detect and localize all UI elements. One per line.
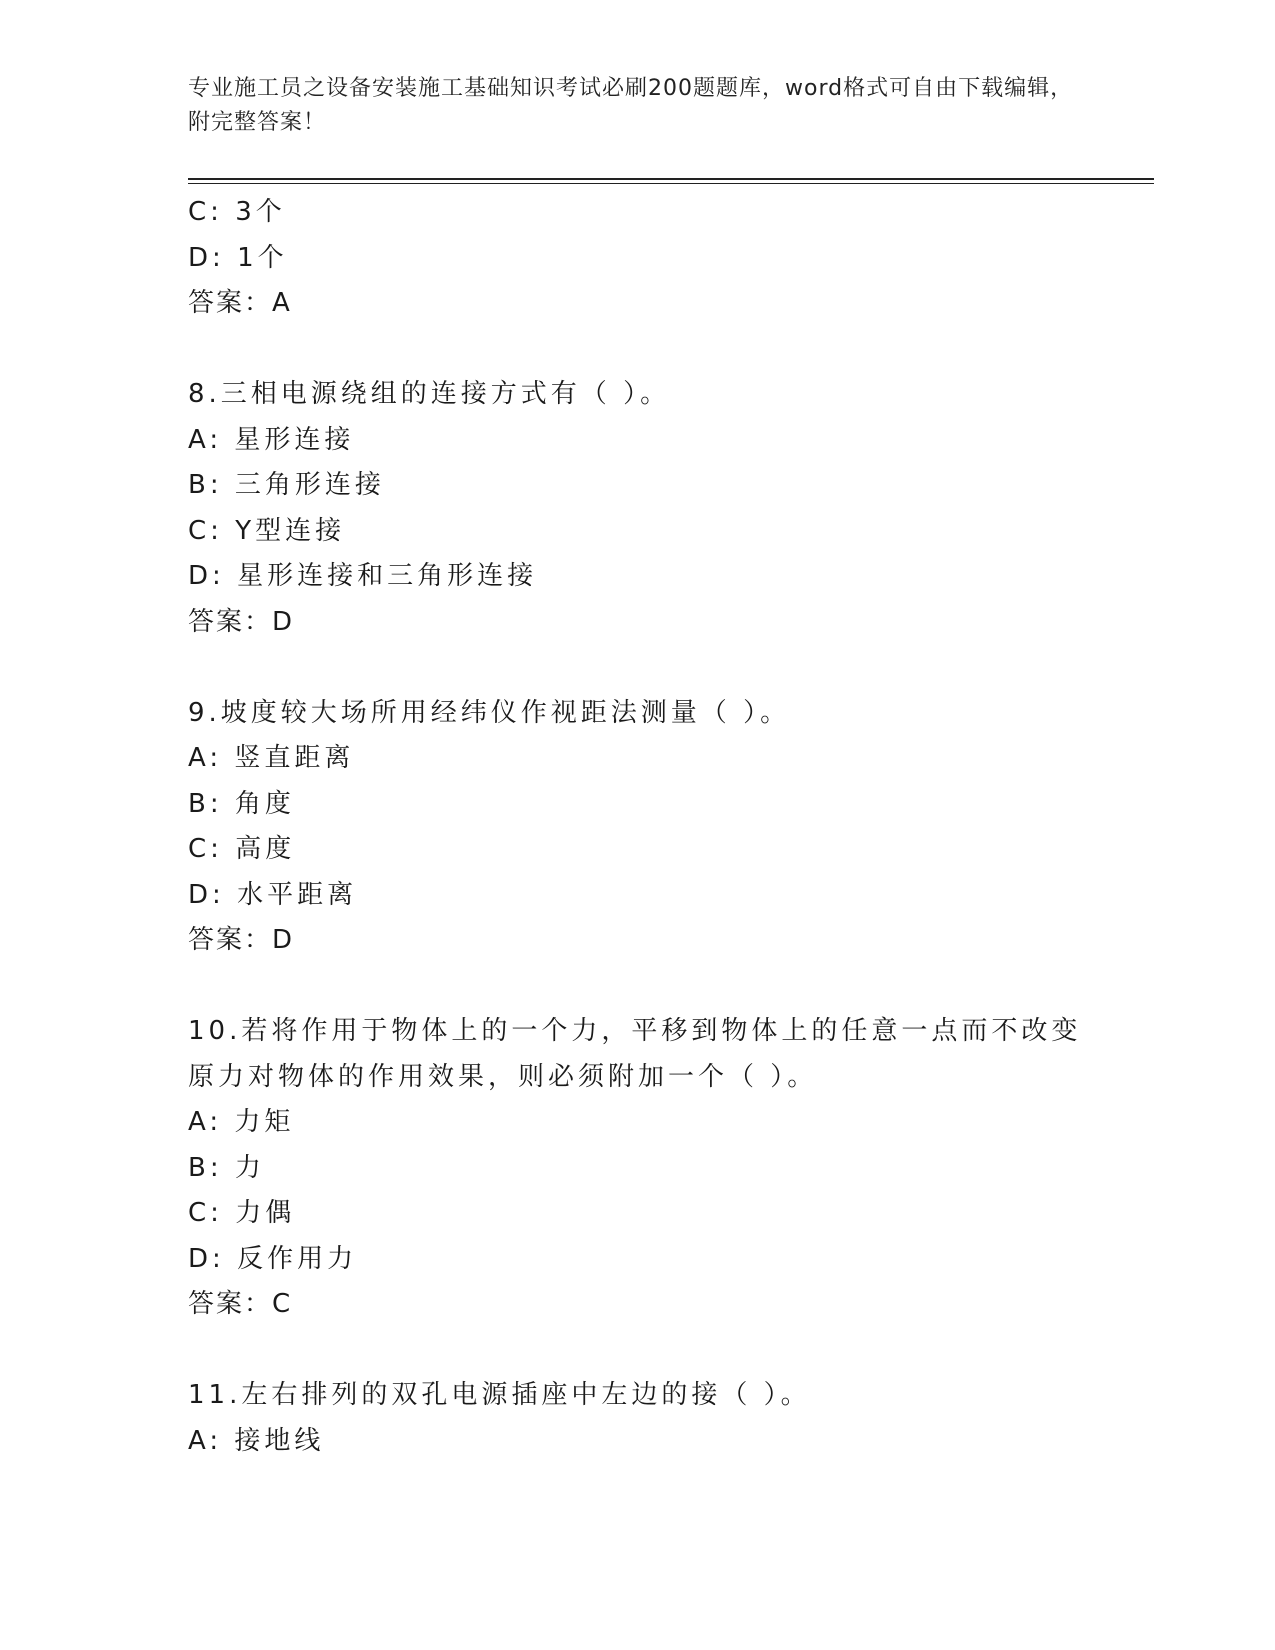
question-10 xyxy=(188,1009,1088,1328)
header-divider-thick xyxy=(188,178,1154,180)
option-label: B xyxy=(188,788,210,819)
option-separator: : xyxy=(209,470,223,500)
option-text: 接地线 xyxy=(234,1425,325,1456)
option-text: 1个 xyxy=(237,242,288,273)
option-text: 星形连接和三角形连接 xyxy=(237,561,538,591)
question-stem: 11.左右排列的双孔电源插座中左边的接（ ）。 xyxy=(188,1380,811,1410)
document-body xyxy=(188,190,1088,1464)
option-text: 反作用力 xyxy=(237,1243,358,1274)
option-separator: : xyxy=(210,1198,223,1228)
option-label: C xyxy=(188,1198,211,1228)
option-separator: : xyxy=(212,879,225,910)
option-d xyxy=(188,236,1088,282)
answer-line: 答案：C xyxy=(188,1289,293,1319)
answer-line: 答案：D xyxy=(188,925,295,955)
option-a xyxy=(188,1100,1088,1146)
option-text: 三角形连接 xyxy=(234,470,385,500)
document-header-title: 专业施工员之设备安装施工基础知识考试必刷200题题库，word格式可自由下载编辑，附完整答案！ xyxy=(188,76,1074,135)
option-label: C xyxy=(188,834,211,864)
option-c xyxy=(188,190,1088,236)
option-separator: : xyxy=(209,424,223,455)
option-a xyxy=(188,418,1088,464)
option-label: D xyxy=(188,561,213,591)
option-text: 水平距离 xyxy=(237,879,358,910)
option-c xyxy=(188,509,1088,555)
spacer xyxy=(188,1328,1088,1374)
option-label: A xyxy=(188,1425,210,1456)
option-label: A xyxy=(188,1107,210,1137)
option-text: 高度 xyxy=(235,834,296,864)
option-d xyxy=(188,873,1088,919)
option-separator: : xyxy=(212,1243,225,1274)
option-separator: : xyxy=(212,561,225,591)
option-text: 力偶 xyxy=(235,1198,296,1228)
question-stem: 9.坡度较大场所用经纬仪作视距法测量（ ）。 xyxy=(188,697,791,728)
option-label: B xyxy=(188,470,210,500)
option-separator: : xyxy=(212,242,225,273)
option-c xyxy=(188,827,1088,873)
option-text: 力 xyxy=(234,1152,265,1183)
option-separator: : xyxy=(209,788,223,819)
option-c xyxy=(188,1191,1088,1237)
option-label: D xyxy=(188,242,213,273)
question-9 xyxy=(188,691,1088,964)
option-label: A xyxy=(188,424,210,455)
option-d xyxy=(188,1237,1088,1283)
option-a xyxy=(188,1419,1088,1465)
option-b xyxy=(188,463,1088,509)
answer-line: 答案：D xyxy=(188,606,295,637)
spacer xyxy=(188,964,1088,1010)
question-stem: 10.若将作用于物体上的一个力，平移到物体上的任意一点而不改变原力对物体的作用效果，则必须附加一个（ ）。 xyxy=(188,1016,1082,1092)
option-a xyxy=(188,736,1088,782)
option-text: 星形连接 xyxy=(234,424,355,455)
option-text: 3个 xyxy=(235,197,286,227)
option-b xyxy=(188,1146,1088,1192)
option-text: 竖直距离 xyxy=(234,743,355,773)
header-divider-thin xyxy=(188,183,1154,184)
option-separator: : xyxy=(209,743,223,773)
option-separator: : xyxy=(209,1107,223,1137)
option-label: C xyxy=(188,515,211,546)
option-label: B xyxy=(188,1152,210,1183)
option-text: Y型连接 xyxy=(235,515,346,546)
question-8 xyxy=(188,372,1088,645)
option-separator: : xyxy=(209,1425,223,1456)
option-separator: : xyxy=(209,1152,223,1183)
option-separator: : xyxy=(210,834,223,864)
question-11 xyxy=(188,1373,1088,1464)
option-separator: : xyxy=(210,197,223,227)
option-label: D xyxy=(188,879,213,910)
option-text: 力矩 xyxy=(234,1107,295,1137)
spacer xyxy=(188,645,1088,691)
option-text: 角度 xyxy=(234,788,295,819)
spacer xyxy=(188,327,1088,373)
option-label: C xyxy=(188,197,211,227)
answer-line: 答案：A xyxy=(188,288,292,318)
option-b xyxy=(188,782,1088,828)
option-d xyxy=(188,554,1088,600)
option-label: D xyxy=(188,1243,213,1274)
option-label: A xyxy=(188,743,210,773)
option-separator: : xyxy=(210,515,223,546)
question-stem: 8.三相电源绕组的连接方式有（ ）。 xyxy=(188,379,671,409)
question-partial xyxy=(188,190,1088,327)
